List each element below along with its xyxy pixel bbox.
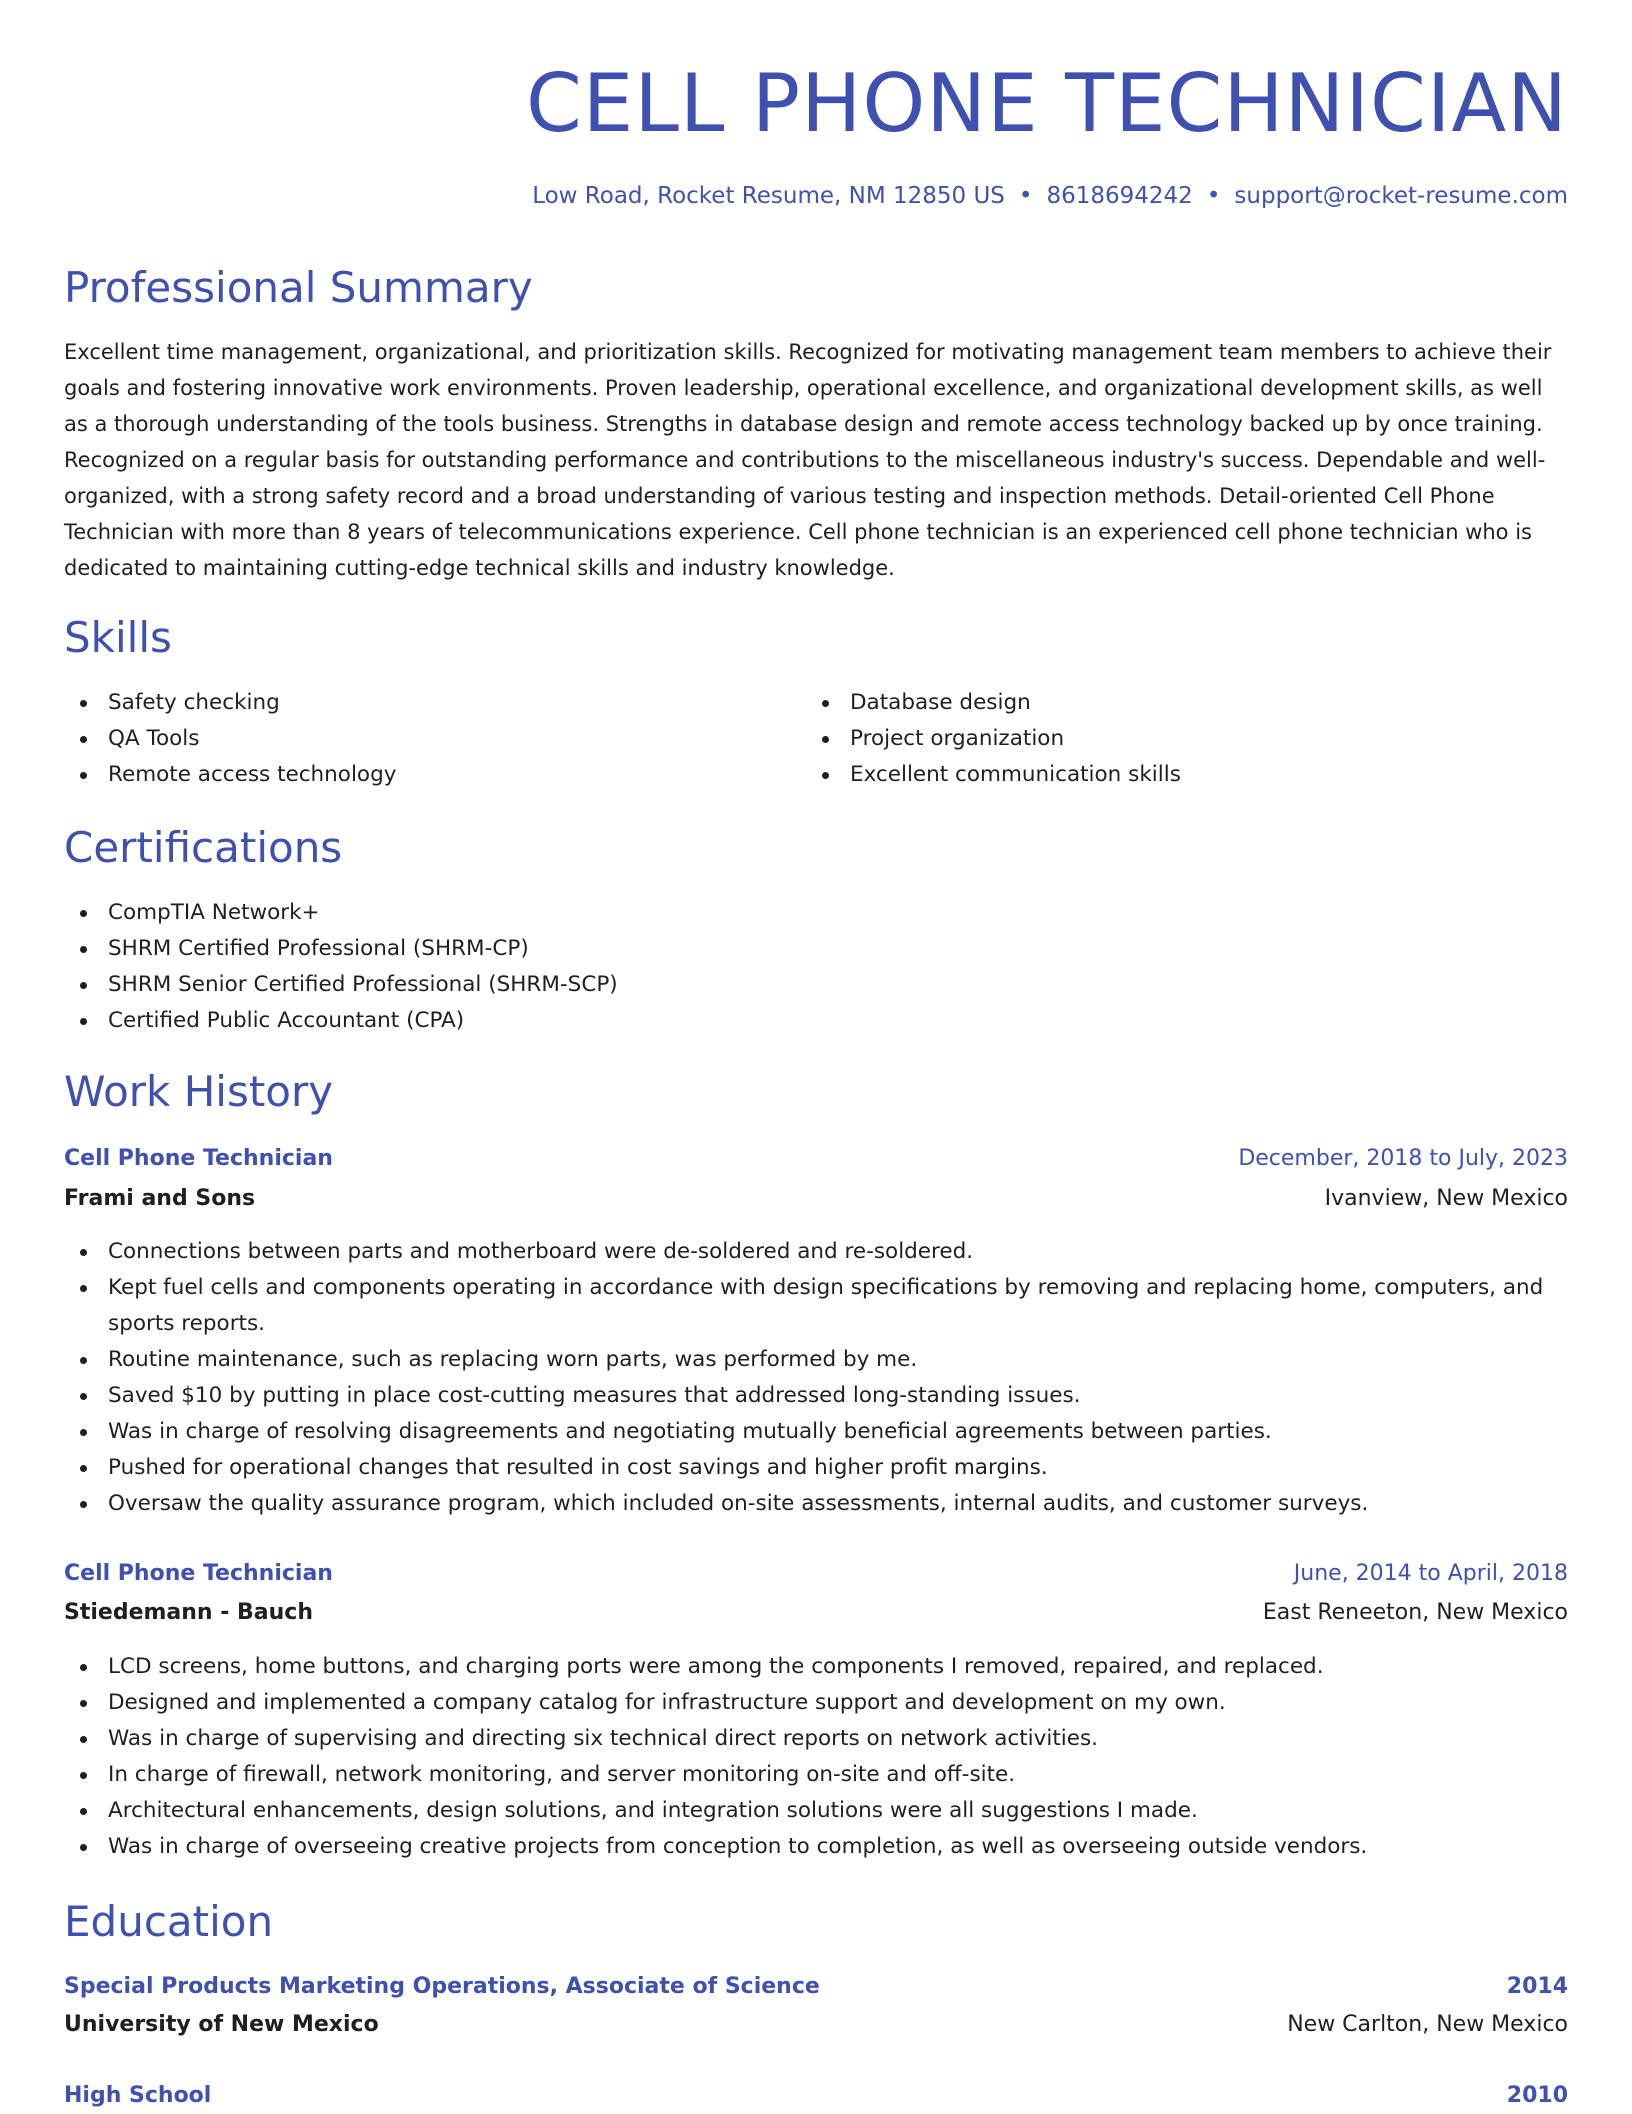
skill-item: Safety checking — [64, 685, 396, 721]
job-title: Cell Phone Technician — [64, 1561, 333, 1586]
job-company-row — [64, 1181, 1568, 1217]
job-bullet: Routine maintenance, such as replacing worn parts, was performed by me. — [64, 1342, 1544, 1378]
job-location: Ivanview, New Mexico — [1324, 1186, 1568, 1211]
job-bullet: Saved $10 by putting in place cost-cutting measures that addressed long-standing issues. — [64, 1378, 1544, 1414]
certification-item: Certified Public Accountant (CPA) — [64, 1003, 618, 1039]
education-location: New Carlton, New Mexico — [1287, 2012, 1568, 2037]
job-dates: December, 2018 to July, 2023 — [1238, 1146, 1568, 1171]
summary-text: Excellent time management, organizational, and prioritization skills. Recognized for motivating management team members to achieve their goals and fostering innovative work environments. Proven leadership, operational excellence, and organizational development skills, as well as a thorough understanding of the tools business. Strengths in database design and remote access technology backed up by once training. Recognized on a regular basis for outstanding performance and contributions to the miscellaneous industry's success. Dependable and well-organized, with a strong safety record and a broad understanding of various testing and inspection methods. Detail-oriented Cell Phone Technician with more than 8 years of telecommunications experience. Cell phone technician is an experienced cell phone technician who is dedicated to maintaining cutting-edge technical skills and industry knowledge. — [64, 340, 1552, 580]
education-year: 2010 — [1506, 2083, 1568, 2108]
job-bullet: Was in charge of supervising and directing six technical direct reports on network activities. — [64, 1721, 1544, 1757]
job-bullet: Oversaw the quality assurance program, which included on-site assessments, internal audits, and customer surveys. — [64, 1486, 1544, 1522]
job-bullets — [64, 1649, 1544, 1865]
certification-item: SHRM Senior Certified Professional (SHRM-SCP) — [64, 967, 618, 1003]
contact-phone[interactable]: 8618694242 — [1046, 183, 1193, 209]
education-school-row — [64, 2007, 1568, 2043]
education-header — [64, 2078, 1568, 2114]
job-bullet: In charge of firewall, network monitoring, and server monitoring on-site and off-site. — [64, 1757, 1544, 1793]
certifications-heading: Certifications — [64, 823, 343, 872]
job-bullet: Pushed for operational changes that resulted in cost savings and higher profit margins. — [64, 1450, 1544, 1486]
education-heading: Education — [64, 1897, 274, 1946]
skills-list-right — [806, 685, 1181, 793]
job-bullet: Designed and implemented a company catalog for infrastructure support and development on my own. — [64, 1685, 1544, 1721]
education-degree: High School — [64, 2083, 212, 2108]
skill-item: Project organization — [806, 721, 1181, 757]
job-title: Cell Phone Technician — [64, 1146, 333, 1171]
skill-item: QA Tools — [64, 721, 396, 757]
job-bullet: Was in charge of resolving disagreements and negotiating mutually beneficial agreements between parties. — [64, 1414, 1544, 1450]
skill-item: Database design — [806, 685, 1181, 721]
job-bullet: Architectural enhancements, design solutions, and integration solutions were all suggestions I made. — [64, 1793, 1544, 1829]
job-header — [64, 1556, 1568, 1592]
job-dates: June, 2014 to April, 2018 — [1293, 1561, 1568, 1586]
skills-heading: Skills — [64, 613, 172, 662]
work-history-heading: Work History — [64, 1067, 334, 1116]
contact-email[interactable]: support@rocket-resume.com — [1234, 183, 1568, 209]
contact-separator: • — [1018, 183, 1033, 209]
job-bullet: Kept fuel cells and components operating in accordance with design specifications by removing and replacing home, computers, and sports reports. — [64, 1270, 1544, 1342]
job-location: East Reneeton, New Mexico — [1262, 1600, 1568, 1625]
education-school: University of New Mexico — [64, 2012, 379, 2037]
education-degree: Special Products Marketing Operations, Associate of Science — [64, 1974, 820, 1999]
job-company: Stiedemann - Bauch — [64, 1600, 314, 1625]
certifications-list — [64, 895, 618, 1039]
contact-separator: • — [1206, 183, 1221, 209]
job-bullet: Was in charge of overseeing creative projects from conception to completion, as well as overseeing outside vendors. — [64, 1829, 1544, 1865]
job-bullets — [64, 1234, 1544, 1522]
skills-list-left — [64, 685, 396, 793]
skill-item: Remote access technology — [64, 757, 396, 793]
education-header — [64, 1969, 1568, 2005]
certification-item: SHRM Certified Professional (SHRM-CP) — [64, 931, 618, 967]
job-header — [64, 1141, 1568, 1177]
summary-heading: Professional Summary — [64, 263, 533, 312]
certification-item: CompTIA Network+ — [64, 895, 618, 931]
job-bullet: LCD screens, home buttons, and charging ports were among the components I removed, repaired, and replaced. — [64, 1649, 1544, 1685]
job-company: Frami and Sons — [64, 1186, 256, 1211]
job-company-row — [64, 1595, 1568, 1631]
job-bullet: Connections between parts and motherboard were de-soldered and re-soldered. — [64, 1234, 1544, 1270]
education-year: 2014 — [1506, 1974, 1568, 1999]
skill-item: Excellent communication skills — [806, 757, 1181, 793]
resume-name: CELL PHONE TECHNICIAN — [525, 57, 1568, 150]
contact-line — [532, 180, 1568, 212]
contact-address: Low Road, Rocket Resume, NM 12850 US — [532, 183, 1005, 209]
